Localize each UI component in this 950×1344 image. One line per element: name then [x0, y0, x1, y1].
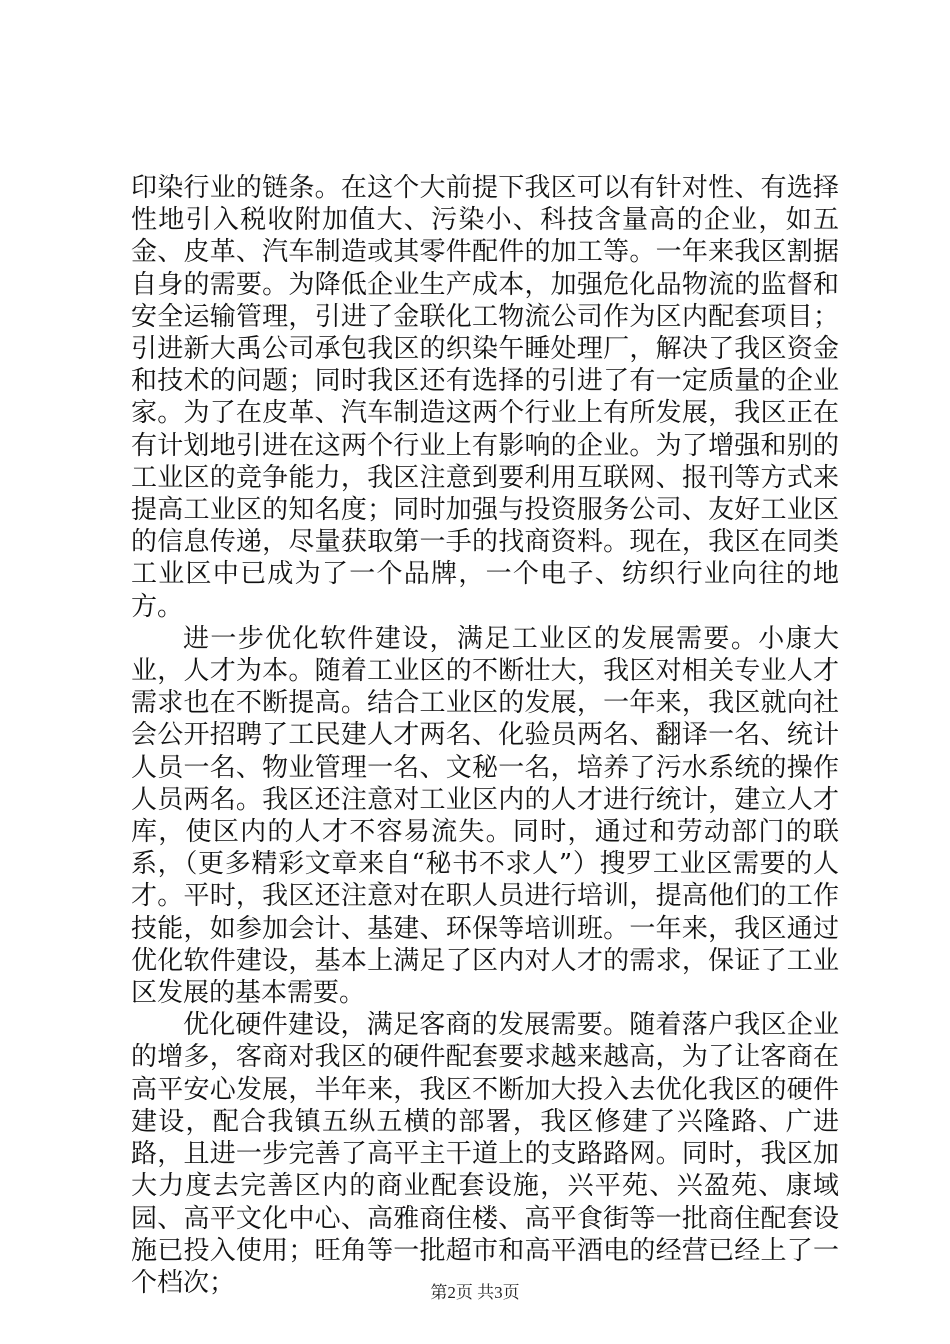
body-text [131, 172, 839, 1299]
paragraph-software: 进一步优化软件建设，满足工业区的发展需要。小康大业，人才为本。随着工业区的不断壮大，我区对相关专业人才需求也在不断提高。结合工业区的发展，一年来，我区就向社会公开招聘了工民建人才两名、化验员两名、翻译一名、统计人员一名、物业管理一名、文秘一名，培养了污水系统的操作人员两名。我区还注意对工业区内的人才进行统计，建立人才库，使区内的人才不容易流失。同时，通过和劳动部门的联系，（更多精彩文章来自“秘书不求人”）搜罗工业区需要的人才。平时，我区还注意对在职人员进行培训，提高他们的工作技能，如参加会计、基建、环保等培训班。一年来，我区通过优化软件建设，基本上满足了区内对人才的需求，保证了工业区发展的基本需要。 [131, 623, 839, 1009]
paragraph-continued: 印染行业的链条。在这个大前提下我区可以有针对性、有选择性地引入税收附加值大、污染小、科技含量高的企业，如五金、皮革、汽车制造或其零件配件的加工等。一年来我区割据自身的需要。为降低企业生产成本，加强危化品物流的监督和安全运输管理，引进了金联化工物流公司作为区内配套项目；引进新大禹公司承包我区的织染午睡处理厂，解决了我区资金和技术的问题；同时我区还有选择的引进了有一定质量的企业家。为了在皮革、汽车制造这两个行业上有所发展，我区正在有计划地引进在这两个行业上有影响的企业。为了增强和别的工业区的竞争能力，我区注意到要利用互联网、报刊等方式来提高工业区的知名度；同时加强与投资服务公司、友好工业区的信息传递，尽量获取第一手的找商资料。现在，我区在同类工业区中已成为了一个品牌，一个电子、纺织行业向往的地方。 [131, 173, 839, 622]
page-number: 第2页 共3页 [430, 1283, 520, 1302]
paragraph-hardware: 优化硬件建设，满足客商的发展需要。随着落户我区企业的增多，客商对我区的硬件配套要求越来越高，为了让客商在高平安心发展，半年来，我区不断加大投入去优化我区的硬件建设，配合我镇五纵五横的部署，我区修建了兴隆路、广进路，且进一步完善了高平主干道上的支路路网。同时，我区加大力度去完善区内的商业配套设施，兴平苑、兴盈苑、康域园、高平文化中心、高雅商住楼、高平食街等一批商住配套设施已投入使用；旺角等一批超市和高平酒电的经营已经上了一个档次； [131, 1010, 839, 1298]
